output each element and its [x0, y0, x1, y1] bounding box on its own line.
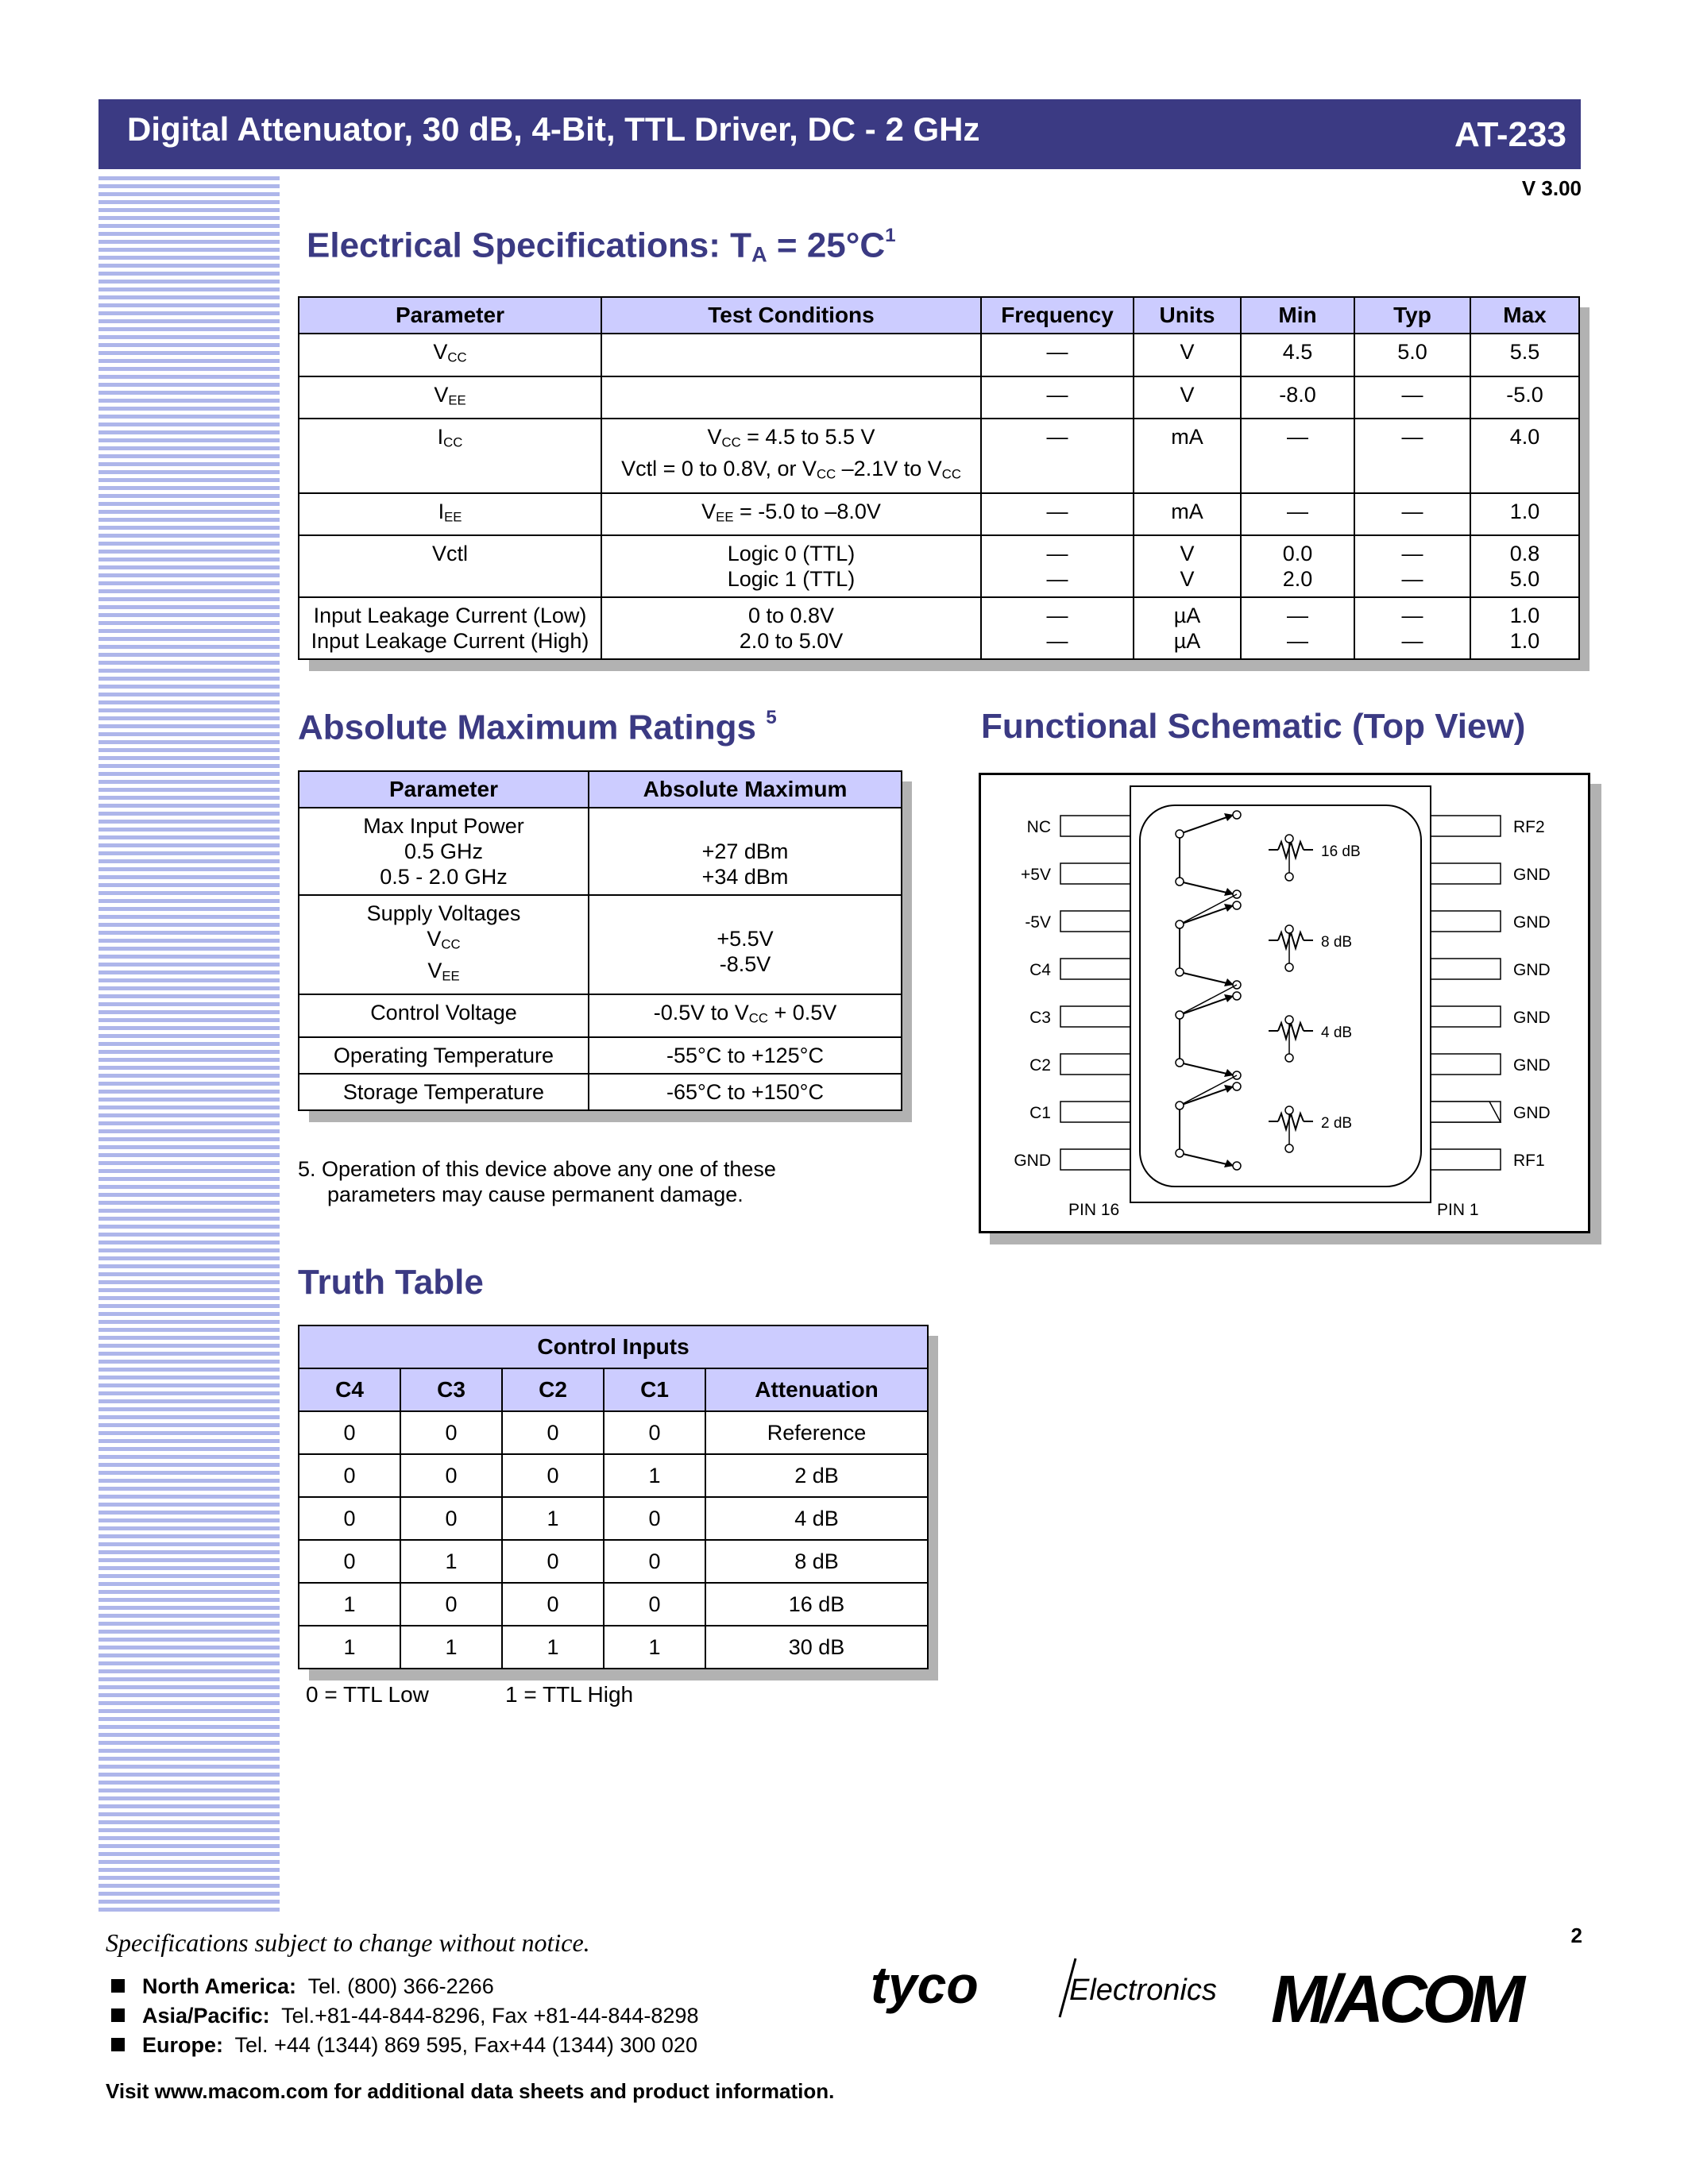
amr-cell-param: Storage Temperature	[299, 1074, 589, 1110]
macom-logo-text: M/ACOM	[1271, 1962, 1520, 2036]
stage-label: 4 dB	[1321, 1024, 1353, 1041]
right-pin-lead	[1431, 911, 1501, 932]
schematic-figure	[979, 773, 1590, 1233]
stage-node	[1285, 1144, 1293, 1152]
elec-cell-typ: — —	[1354, 597, 1470, 659]
truth-header-c4: C4	[299, 1368, 400, 1411]
truth-cell: 8 dB	[705, 1540, 928, 1583]
amr-row	[299, 1074, 902, 1110]
stage-node	[1176, 1149, 1184, 1157]
stage-node	[1176, 830, 1184, 838]
amr-cell-param: Supply Voltages $V_{CC}$ $V_{EE}$	[299, 895, 589, 994]
left-pin-lead	[1060, 959, 1130, 979]
elec-cell-param: $I_{CC}$	[299, 419, 601, 492]
elec-cell-units: µA µA	[1134, 597, 1241, 659]
right-pin-label: RF2	[1513, 818, 1545, 836]
electrical-specs-table	[298, 296, 1580, 660]
truth-cell: 0	[604, 1583, 705, 1626]
right-pin-lead	[1431, 1006, 1501, 1027]
truth-cell: 0	[502, 1583, 604, 1626]
elec-cell-max: 1.0	[1470, 493, 1579, 536]
left-pin-label: GND	[1014, 1152, 1051, 1170]
elec-cell-freq: —	[981, 376, 1134, 419]
truth-cell: Reference	[705, 1411, 928, 1454]
control-inputs-header: Control Inputs	[299, 1325, 928, 1368]
amr-row	[299, 1037, 902, 1074]
stage-label: 16 dB	[1321, 843, 1361, 860]
elec-row	[299, 334, 1579, 376]
electrical-specs-title: Electrical Specifications: $T_A = 25^\circ C^1$	[307, 225, 896, 267]
header-bar	[98, 99, 1581, 169]
document-title: Digital Attenuator, 30 dB, 4-Bit, TTL Driver, DC - 2 GHz	[127, 110, 980, 148]
truth-cell: 0	[502, 1540, 604, 1583]
elec-cell-param: Vctl	[299, 535, 601, 597]
truth-cell: 1	[502, 1497, 604, 1540]
stage-label: 2 dB	[1321, 1115, 1353, 1132]
amr-footnote: 5. Operation of this device above any one of these parameters may cause permanent damage.	[298, 1157, 776, 1206]
elec-cell-min: — —	[1241, 597, 1354, 659]
left-pin-label: +5V	[1021, 866, 1051, 884]
stage-node	[1233, 1082, 1241, 1090]
amr-cell-param: Max Input Power 0.5 GHz 0.5 - 2.0 GHz	[299, 808, 589, 895]
elec-cell-freq: — —	[981, 597, 1134, 659]
stage-node	[1233, 811, 1241, 819]
right-pin-label: GND	[1513, 913, 1551, 932]
package-body	[1130, 786, 1431, 1202]
truth-cell: 30 dB	[705, 1626, 928, 1669]
left-pin-lead	[1060, 1102, 1130, 1122]
left-pin-lead	[1060, 1006, 1130, 1027]
left-pin-label: C3	[1029, 1009, 1051, 1027]
pin16-label: PIN 16	[1068, 1201, 1120, 1219]
truth-cell: 4 dB	[705, 1497, 928, 1540]
truth-cell: 1	[604, 1626, 705, 1669]
stage-node	[1285, 873, 1293, 881]
stage-resistor	[1278, 842, 1304, 858]
amr-row	[299, 808, 902, 895]
truth-row	[299, 1540, 928, 1583]
truth-header-attenuation: Attenuation	[705, 1368, 928, 1411]
elec-header-max: Max	[1470, 297, 1579, 334]
elec-cell-units: V	[1134, 334, 1241, 376]
truth-cell: 16 dB	[705, 1583, 928, 1626]
truth-cell: 0	[400, 1583, 502, 1626]
truth-legend-low: 0 = TTL Low	[306, 1682, 429, 1707]
elec-cell-min: —	[1241, 493, 1354, 536]
truth-cell: 0	[502, 1411, 604, 1454]
stage-resistor	[1278, 1023, 1304, 1039]
contact-north-america: North America: Tel. (800) 366-2266	[111, 1974, 494, 1999]
tyco-logo-word: tyco	[871, 1955, 979, 2014]
right-pin-lead	[1431, 816, 1501, 836]
contact-europe: Europe: Tel. +44 (1344) 869 595, Fax+44 (1344) 300 020	[111, 2033, 697, 2058]
elec-cell-freq: — —	[981, 535, 1134, 597]
amr-cell-value: +5.5V -8.5V	[589, 895, 902, 994]
right-pin-lead	[1431, 863, 1501, 884]
stage-node	[1233, 992, 1241, 1000]
truth-cell: 0	[604, 1497, 705, 1540]
left-pin-lead	[1060, 911, 1130, 932]
truth-cell: 1	[400, 1626, 502, 1669]
stage-node	[1285, 835, 1293, 843]
right-pin-label: GND	[1513, 866, 1551, 884]
amr-row	[299, 895, 902, 994]
elec-row	[299, 493, 1579, 536]
stage-node	[1285, 1054, 1293, 1062]
elec-cell-cond	[601, 376, 981, 419]
elec-row	[299, 597, 1579, 659]
elec-cell-typ: —	[1354, 419, 1470, 492]
truth-table	[298, 1325, 929, 1669]
tyco-electronics-logo	[871, 1954, 1252, 2041]
elec-cell-freq: —	[981, 419, 1134, 492]
truth-cell: 1	[502, 1626, 604, 1669]
amr-title: Absolute Maximum Ratings $^5$	[298, 707, 777, 747]
elec-cell-typ: —	[1354, 493, 1470, 536]
amr-cell-value: -0.5V to $V_{CC} + 0.5V$	[589, 994, 902, 1037]
stage-node	[1285, 1016, 1293, 1024]
left-pin-label: C2	[1029, 1056, 1051, 1075]
left-pin-label: C4	[1029, 961, 1051, 979]
footer-disclaimer: Specifications subject to change without notice.	[106, 1928, 590, 1957]
stage-node	[1233, 1162, 1241, 1170]
stage-node	[1233, 901, 1241, 909]
left-pin-label: -5V	[1025, 913, 1051, 932]
stage-node	[1176, 878, 1184, 886]
elec-cell-max: 1.0 1.0	[1470, 597, 1579, 659]
amr-table	[298, 770, 902, 1111]
elec-cell-units: mA	[1134, 493, 1241, 536]
truth-cell: 0	[299, 1497, 400, 1540]
amr-table-wrap	[298, 770, 901, 1111]
truth-row	[299, 1497, 928, 1540]
truth-cell: 2 dB	[705, 1454, 928, 1497]
truth-table-wrap	[298, 1325, 927, 1669]
stage-resistor	[1278, 932, 1304, 948]
elec-cell-units: V V	[1134, 535, 1241, 597]
truth-row	[299, 1411, 928, 1454]
elec-cell-cond: 0 to 0.8V 2.0 to 5.0V	[601, 597, 981, 659]
elec-row	[299, 535, 1579, 597]
truth-row	[299, 1454, 928, 1497]
stage-node	[1176, 1102, 1184, 1109]
elec-cell-param: $V_{EE}$	[299, 376, 601, 419]
elec-cell-cond: $V_{CC} = 4.5$ to 5.5 V Vctl = 0 to 0.8V, or $V_{CC}$ –2.1V to $V_{CC}$	[601, 419, 981, 492]
elec-header-frequency: Frequency	[981, 297, 1134, 334]
amr-cell-value: -65°C to +150°C	[589, 1074, 902, 1110]
truth-cell: 0	[400, 1411, 502, 1454]
amr-cell-value: -55°C to +125°C	[589, 1037, 902, 1074]
elec-cell-units: V	[1134, 376, 1241, 419]
elec-cell-max: 4.0	[1470, 419, 1579, 492]
stage-resistor	[1278, 1113, 1304, 1129]
elec-cell-typ: 5.0	[1354, 334, 1470, 376]
part-number: AT-233	[1454, 115, 1566, 154]
electrical-specs-table-wrap	[298, 296, 1578, 660]
truth-row	[299, 1626, 928, 1669]
stage-node	[1285, 963, 1293, 971]
right-pin-lead	[1431, 1054, 1501, 1075]
right-pin-lead	[1431, 1149, 1501, 1170]
decorative-stripes	[98, 176, 280, 1914]
truth-table-title: Truth Table	[298, 1263, 484, 1302]
stage-node	[1176, 1059, 1184, 1067]
elec-cell-max: 0.8 5.0	[1470, 535, 1579, 597]
truth-cell: 0	[299, 1454, 400, 1497]
right-pin-label: GND	[1513, 961, 1551, 979]
amr-header-parameter: Parameter	[299, 771, 589, 808]
stage-node	[1176, 920, 1184, 928]
contact-asia-pacific: Asia/Pacific: Tel.+81-44-844-8296, Fax +81-44-844-8298	[111, 2004, 698, 2028]
elec-header-test-conditions: Test Conditions	[601, 297, 981, 334]
elec-cell-min: -8.0	[1241, 376, 1354, 419]
truth-row	[299, 1583, 928, 1626]
left-pin-lead	[1060, 1054, 1130, 1075]
truth-cell: 0	[299, 1540, 400, 1583]
schematic-title: Functional Schematic (Top View)	[981, 707, 1526, 746]
elec-cell-param: Input Leakage Current (Low) Input Leakage Current (High)	[299, 597, 601, 659]
truth-cell: 1	[604, 1454, 705, 1497]
elec-row	[299, 419, 1579, 492]
elec-header-typ: Typ	[1354, 297, 1470, 334]
stage-node	[1285, 925, 1293, 933]
schematic-diagram	[981, 775, 1588, 1231]
elec-cell-cond: Logic 0 (TTL) Logic 1 (TTL)	[601, 535, 981, 597]
truth-header-c1: C1	[604, 1368, 705, 1411]
truth-cell: 0	[400, 1454, 502, 1497]
elec-cell-min: 0.0 2.0	[1241, 535, 1354, 597]
elec-header-min: Min	[1241, 297, 1354, 334]
amr-cell-value: +27 dBm +34 dBm	[589, 808, 902, 895]
left-pin-lead	[1060, 1149, 1130, 1170]
truth-cell: 1	[400, 1540, 502, 1583]
tyco-logo-sub: Electronics	[1069, 1974, 1217, 2007]
truth-cell: 0	[400, 1497, 502, 1540]
elec-cell-cond	[601, 334, 981, 376]
truth-cell: 0	[604, 1411, 705, 1454]
elec-cell-max: 5.5	[1470, 334, 1579, 376]
right-pin-label: GND	[1513, 1056, 1551, 1075]
left-pin-label: C1	[1029, 1104, 1051, 1122]
stage-node	[1176, 968, 1184, 976]
elec-cell-min: 4.5	[1241, 334, 1354, 376]
elec-header-units: Units	[1134, 297, 1241, 334]
amr-header-absolute-maximum: Absolute Maximum	[589, 771, 902, 808]
left-pin-label: NC	[1026, 818, 1051, 836]
truth-cell: 1	[299, 1626, 400, 1669]
elec-cell-max: -5.0	[1470, 376, 1579, 419]
elec-cell-cond: $V_{EE} = -5.0$ to –8.0V	[601, 493, 981, 536]
truth-header-c2: C2	[502, 1368, 604, 1411]
truth-legend-high: 1 = TTL High	[505, 1682, 634, 1707]
elec-row	[299, 376, 1579, 419]
pin1-label: PIN 1	[1437, 1201, 1479, 1219]
elec-cell-min: —	[1241, 419, 1354, 492]
right-pin-label: GND	[1513, 1104, 1551, 1122]
amr-cell-param: Control Voltage	[299, 994, 589, 1037]
amr-cell-param: Operating Temperature	[299, 1037, 589, 1074]
truth-cell: 1	[299, 1583, 400, 1626]
truth-cell: 0	[502, 1454, 604, 1497]
page-number: 2	[1570, 1924, 1582, 1947]
version-label: V 3.00	[1521, 176, 1582, 200]
left-pin-lead	[1060, 816, 1130, 836]
truth-cell: 0	[299, 1411, 400, 1454]
right-pin-lead	[1431, 959, 1501, 979]
elec-cell-param: $I_{EE}$	[299, 493, 601, 536]
elec-cell-typ: —	[1354, 376, 1470, 419]
right-pin-label: RF1	[1513, 1152, 1545, 1170]
stage-label: 8 dB	[1321, 934, 1353, 951]
visit-website-text: Visit www.macom.com for additional data sheets and product information.	[106, 2079, 835, 2103]
elec-cell-freq: —	[981, 493, 1134, 536]
elec-cell-param: $V_{CC}$	[299, 334, 601, 376]
die-outline	[1140, 805, 1421, 1187]
elec-header-parameter: Parameter	[299, 297, 601, 334]
amr-row	[299, 994, 902, 1037]
truth-header-c3: C3	[400, 1368, 502, 1411]
truth-cell: 0	[604, 1540, 705, 1583]
stage-node	[1176, 1011, 1184, 1019]
stage-node	[1285, 1106, 1293, 1114]
elec-cell-typ: — —	[1354, 535, 1470, 597]
right-pin-label: GND	[1513, 1009, 1551, 1027]
elec-cell-units: mA	[1134, 419, 1241, 492]
left-pin-lead	[1060, 863, 1130, 884]
macom-logo	[1271, 1960, 1589, 2047]
elec-cell-freq: —	[981, 334, 1134, 376]
